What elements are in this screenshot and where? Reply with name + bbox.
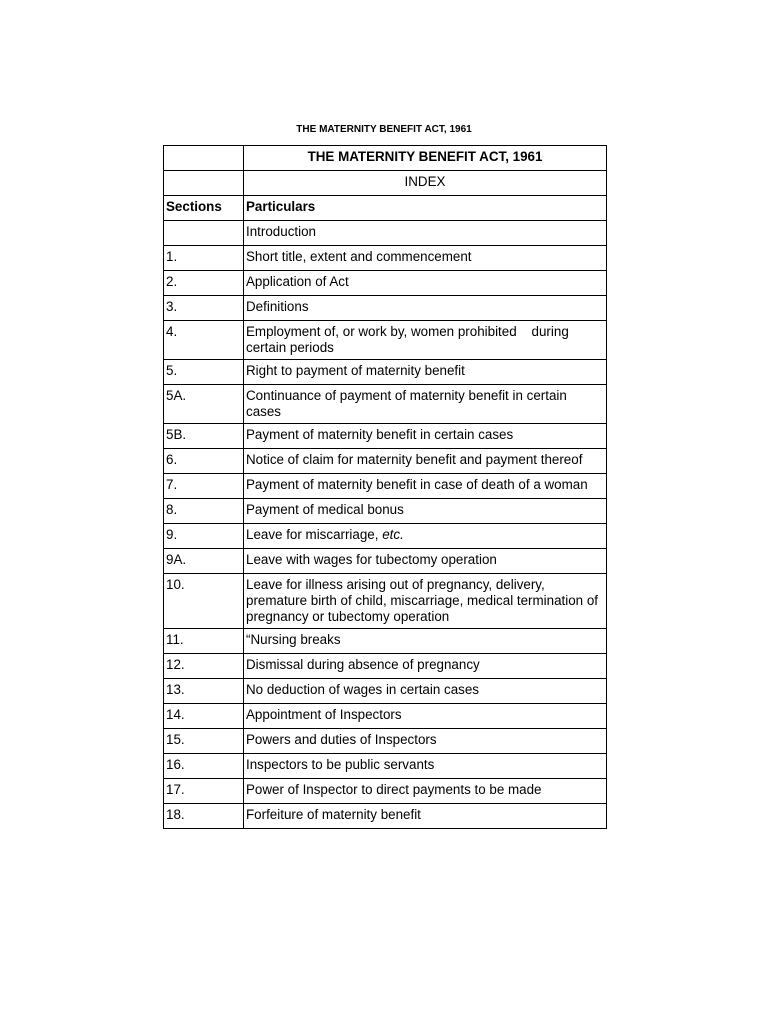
section-number: 14. — [164, 704, 244, 729]
table-row — [164, 321, 607, 360]
particular-italic-text: etc. — [382, 527, 404, 542]
particular-text: Power of Inspector to direct payments to be made — [246, 782, 542, 797]
table-title-row — [164, 146, 607, 171]
table-row — [164, 754, 607, 779]
table-row — [164, 474, 607, 499]
section-number: 2. — [164, 271, 244, 296]
particular-text: Dismissal during absence of pregnancy — [246, 657, 480, 672]
page-heading: THE MATERNITY BENEFIT ACT, 1961 — [296, 124, 472, 135]
table-row — [164, 385, 607, 424]
table-row — [164, 574, 607, 629]
section-particular — [244, 704, 607, 729]
table-subtitle: INDEX — [244, 171, 607, 196]
table-row — [164, 524, 607, 549]
table-row — [164, 804, 607, 829]
index-table — [163, 145, 607, 829]
particular-text: Forfeiture of maternity benefit — [246, 807, 421, 822]
table-row — [164, 296, 607, 321]
particular-text: No deduction of wages in certain cases — [246, 682, 479, 697]
section-particular — [244, 221, 607, 246]
section-number: 1. — [164, 246, 244, 271]
section-number — [164, 221, 244, 246]
empty-cell — [164, 171, 244, 196]
section-particular — [244, 424, 607, 449]
particular-text: Short title, extent and commencement — [246, 249, 472, 264]
table-row — [164, 221, 607, 246]
table-title: THE MATERNITY BENEFIT ACT, 1961 — [244, 146, 607, 171]
particular-text: Leave for illness arising out of pregnancy, delivery, premature birth of child, miscarriage, medical termination of pregnancy or tubectomy operation — [246, 577, 602, 624]
section-number: 18. — [164, 804, 244, 829]
particular-text: Notice of claim for maternity benefit and payment thereof — [246, 452, 583, 467]
table-header-row — [164, 196, 607, 221]
section-particular — [244, 804, 607, 829]
table-row — [164, 246, 607, 271]
section-number: 3. — [164, 296, 244, 321]
section-number: 5A. — [164, 385, 244, 424]
section-particular — [244, 524, 607, 549]
section-number: 4. — [164, 321, 244, 360]
table-row — [164, 449, 607, 474]
section-particular — [244, 271, 607, 296]
table-row — [164, 549, 607, 574]
table-subtitle-row — [164, 171, 607, 196]
particular-text: Application of Act — [246, 274, 349, 289]
particular-text: Employment of, or work by, women prohibited during certain periods — [246, 324, 573, 355]
table-row — [164, 271, 607, 296]
section-particular — [244, 754, 607, 779]
particular-text: Leave with wages for tubectomy operation — [246, 552, 497, 567]
empty-cell — [164, 146, 244, 171]
table-row — [164, 360, 607, 385]
section-particular — [244, 246, 607, 271]
section-number: 13. — [164, 679, 244, 704]
section-particular — [244, 499, 607, 524]
section-particular — [244, 629, 607, 654]
section-number: 9. — [164, 524, 244, 549]
section-number: 12. — [164, 654, 244, 679]
particular-text: Continuance of payment of maternity benefit in certain cases — [246, 388, 571, 419]
section-particular — [244, 474, 607, 499]
section-number: 16. — [164, 754, 244, 779]
section-particular — [244, 574, 607, 629]
section-number: 11. — [164, 629, 244, 654]
section-number: 9A. — [164, 549, 244, 574]
table-row — [164, 779, 607, 804]
particular-text: “Nursing breaks — [246, 632, 341, 647]
particular-text: Right to payment of maternity benefit — [246, 363, 465, 378]
section-number: 15. — [164, 729, 244, 754]
table-row — [164, 424, 607, 449]
section-number: 10. — [164, 574, 244, 629]
section-number: 6. — [164, 449, 244, 474]
section-particular — [244, 654, 607, 679]
table-row — [164, 729, 607, 754]
section-particular — [244, 296, 607, 321]
header-particulars: Particulars — [244, 196, 607, 221]
section-number: 17. — [164, 779, 244, 804]
section-number: 7. — [164, 474, 244, 499]
header-sections: Sections — [164, 196, 244, 221]
section-number: 8. — [164, 499, 244, 524]
table-row — [164, 679, 607, 704]
particular-text: Definitions — [246, 299, 309, 314]
table-row — [164, 499, 607, 524]
section-particular — [244, 385, 607, 424]
section-particular — [244, 779, 607, 804]
particular-text: Powers and duties of Inspectors — [246, 732, 437, 747]
particular-text: Inspectors to be public servants — [246, 757, 435, 772]
particular-text: Introduction — [246, 224, 316, 239]
section-particular — [244, 679, 607, 704]
table-row — [164, 704, 607, 729]
section-number: 5. — [164, 360, 244, 385]
section-particular — [244, 360, 607, 385]
particular-text: Appointment of Inspectors — [246, 707, 402, 722]
particular-text: Payment of maternity benefit in case of death of a woman — [246, 477, 588, 492]
particular-text: Payment of medical bonus — [246, 502, 404, 517]
section-number: 5B. — [164, 424, 244, 449]
particular-text: Payment of maternity benefit in certain cases — [246, 427, 514, 442]
section-particular — [244, 321, 607, 360]
section-particular — [244, 549, 607, 574]
table-row — [164, 629, 607, 654]
table-row — [164, 654, 607, 679]
section-particular — [244, 729, 607, 754]
section-particular — [244, 449, 607, 474]
particular-text: Leave for miscarriage, — [246, 527, 383, 542]
